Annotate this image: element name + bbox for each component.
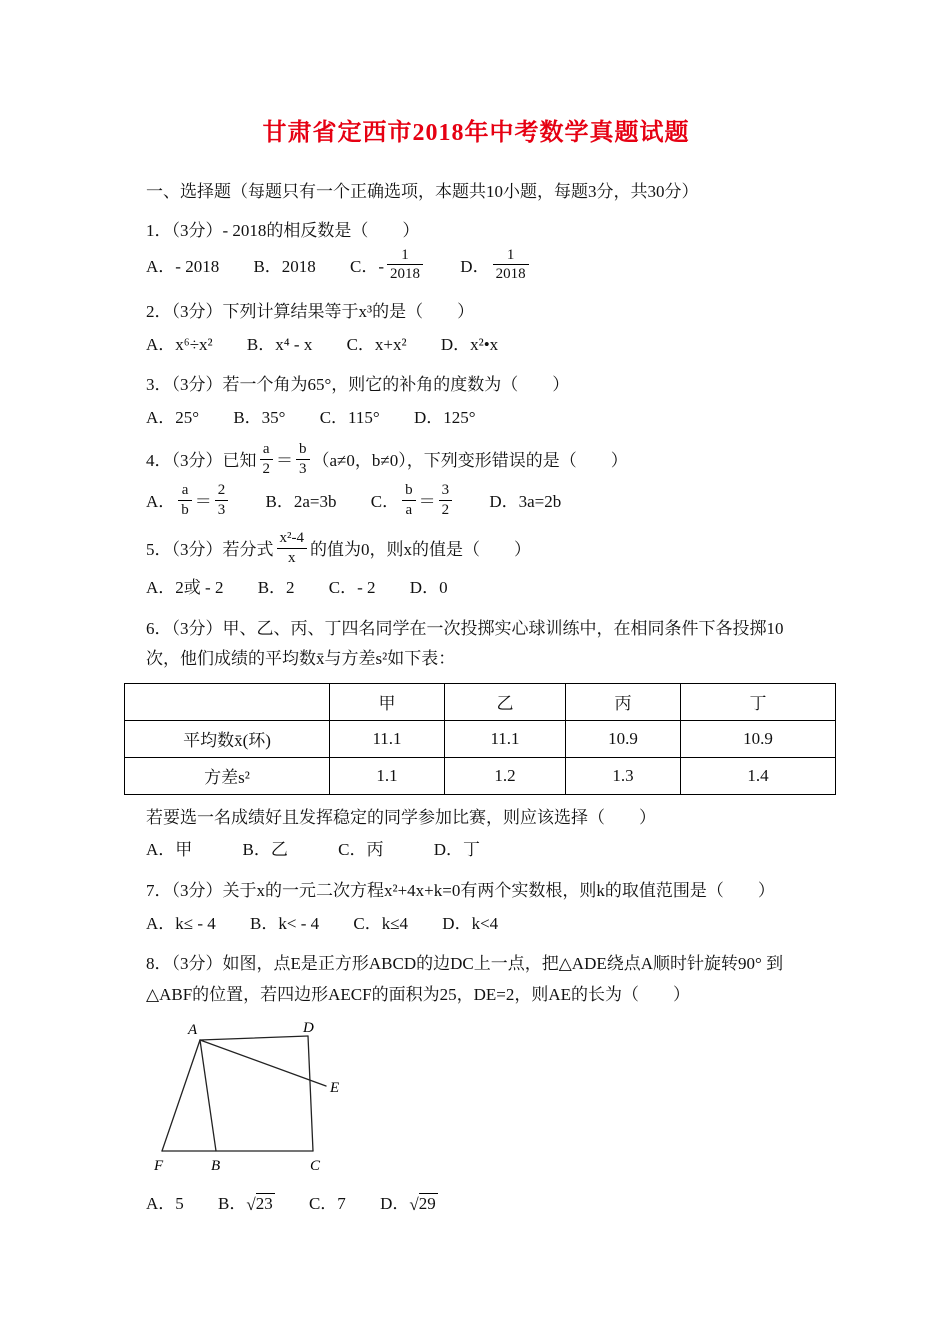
q8-option-d-prefix: D． [380,1194,410,1214]
q4-option-a [146,481,231,518]
fraction [178,481,192,520]
table-cell: 1.1 [330,757,445,794]
label-C: C [310,1158,321,1175]
edge-AB [200,1040,216,1151]
radical-sign: √ [409,1195,419,1215]
fraction [260,440,274,479]
square-rotation-diagram [148,1020,363,1180]
q3-option-a: A．25° [146,407,200,427]
equals-sign: ＝ [276,451,293,471]
q6-stem-line3: 若要选一名成绩好且发挥稳定的同学参加比赛，则应该选择（ ） [146,807,656,827]
q2-option-a: A．x⁶÷x² [146,334,213,354]
table-row-mean [125,720,836,757]
q5-stem [146,532,842,571]
q4-stem [146,443,842,482]
section-header: 一、选择题（每题只有一个正确选项，本题共10小题，每题3分，共30分） [146,182,699,201]
q6-option-c: C．丙 [338,840,384,860]
square-root [409,1189,437,1220]
fraction-numerator: 1 [387,246,423,266]
q4-stem-prefix: 4．（3分）已知 [146,451,257,471]
q5-options [146,573,842,604]
table-header-yi: 乙 [445,683,566,720]
q4-stem-suffix: （a≠0，b≠0），下列变形错误的是（ ） [312,451,628,471]
question-4 [146,443,842,522]
q6-stem-line1: 6．（3分）甲、乙、丙、丁四名同学在一次投掷实心球训练中，在相同条件下各投掷10 [146,618,784,638]
q5-option-b: B．2 [257,577,295,597]
table-cell: 1.2 [445,757,566,794]
q4-option-c [370,481,455,518]
q1-option-b: B．2018 [253,256,316,276]
q7-option-a: A．k≤ - 4 [146,913,216,933]
square-root [246,1189,274,1220]
q3-options [146,403,842,434]
q7-stem: 7．（3分）关于x的一元二次方程x²+4x+k=0有两个实数根，则k的取值范围是（ ） [146,880,775,900]
q3-option-b: B．35° [233,407,286,427]
question-5 [146,532,842,603]
fraction [402,481,416,520]
fraction-denominator: b [181,501,189,518]
q3-option-d: D．125° [413,407,476,427]
fraction [493,246,529,285]
q2-stem: 2．（3分）下列计算结果等于x³的是（ ） [146,302,475,322]
question-2 [146,297,842,360]
equals-sign: ＝ [194,492,212,512]
label-F: F [154,1158,164,1175]
edge-AD [200,1036,308,1040]
fraction-denominator: 2018 [390,266,421,283]
label-A: A [188,1022,198,1039]
q8-option-b-prefix: B． [218,1194,247,1214]
fraction-numerator: a [260,440,274,460]
question-8 [146,949,842,1220]
q7-option-d: D．k<4 [442,913,499,933]
fraction-denominator: 2 [262,461,270,478]
q1-option-d [460,246,531,283]
q6-stem-line2: 次，他们成绩的平均数x̄与方差s²如下表： [146,649,456,669]
fraction-denominator: 3 [299,461,307,478]
fraction-numerator: 2 [215,481,229,501]
q6-option-d: D．丁 [433,840,480,860]
q5-stem-prefix: 5．（3分）若分式 [146,540,274,560]
page-title: 甘肃省定西市2018年中考数学真题试题 [262,120,690,146]
q1-option-d-prefix: D． [460,256,490,276]
q3-stem: 3．（3分）若一个角为65°，则它的补角的度数为（ ） [146,375,570,395]
fraction-numerator: x²-4 [277,529,308,549]
q1-stem: 1．（3分）- 2018的相反数是（ ） [146,221,420,240]
q2-options [146,330,842,361]
fraction [387,246,423,285]
q5-option-d: D．0 [409,577,448,597]
table-row-variance [125,757,836,794]
table-cell: 10.9 [681,720,836,757]
q1-option-c-prefix: C．- [350,256,385,276]
table-cell: 1.3 [566,757,681,794]
row-label-variance: 方差s² [125,757,330,794]
q5-option-c: C．- 2 [328,577,376,597]
radicand: 23 [255,1194,273,1214]
fraction-numerator: 1 [493,246,529,266]
q2-option-d: D．x²•x [440,334,499,354]
q5-option-a: A．2或 - 2 [146,577,224,597]
question-6 [146,614,842,866]
q2-option-b: B．x⁴ - x [246,334,313,354]
edge-DC [308,1036,313,1151]
q7-options [146,909,842,940]
fraction [296,440,310,479]
table-cell: 10.9 [566,720,681,757]
radical-sign: √ [246,1195,256,1215]
q8-stem-line1: 8．（3分）如图，点E是正方形ABCD的边DC上一点，把△ADE绕点A顺时针旋转90° 到 [146,954,784,974]
fraction-denominator: a [405,501,413,518]
q6-option-b: B．乙 [242,840,288,860]
q8-option-a: A．5 [146,1194,184,1214]
q1-options [146,246,842,288]
label-D: D [303,1020,314,1037]
fraction [277,529,308,568]
segment-AE [200,1040,326,1086]
q7-option-c: C．k≤4 [353,913,409,933]
fraction-denominator: 2018 [495,266,526,283]
q3-option-c: C．115° [319,407,380,427]
fraction-denominator: x [288,550,296,567]
fraction-numerator: a [178,481,192,501]
question-3 [146,370,842,433]
table-header-ding: 丁 [681,683,836,720]
equals-sign: ＝ [418,492,436,512]
q1-option-c [350,246,426,283]
q4-option-c-prefix: C． [370,492,400,512]
q1-option-a: A．- 2018 [146,256,220,276]
q6-option-a: A．甲 [146,840,193,860]
q8-option-d [380,1194,438,1213]
label-B: B [211,1158,221,1175]
table-cell: 11.1 [330,720,445,757]
question-1 [146,216,842,287]
label-E: E [330,1080,340,1097]
q4-option-d: D．3a=2b [489,492,562,512]
q7-option-b: B．k< - 4 [250,913,320,933]
radicand: 29 [418,1194,436,1214]
fraction [439,481,453,520]
table-header-jia: 甲 [330,683,445,720]
q8-option-c: C．7 [308,1194,346,1214]
question-7 [146,876,842,939]
table-header-empty [125,683,330,720]
fraction-numerator: b [296,440,310,460]
row-label-mean: 平均数x̄(环) [125,720,330,757]
fraction [215,481,229,520]
q4-option-a-prefix: A． [146,492,176,512]
q4-option-b: B．2a=3b [265,492,337,512]
segment-AF [162,1040,200,1151]
q8-stem-line2: △ABF的位置，若四边形AECF的面积为25，DE=2，则AE的长为（ ） [146,984,691,1004]
table-cell: 1.4 [681,757,836,794]
q6-options [146,835,842,866]
fraction-numerator: 3 [439,481,453,501]
q8-options [146,1189,842,1220]
fraction-denominator: 3 [217,501,226,518]
q2-option-c: C．x+x² [346,334,407,354]
q8-figure [148,1020,842,1185]
stats-table [124,683,836,795]
fraction-numerator: b [402,481,416,501]
q8-option-b [218,1194,275,1213]
fraction-denominator: 2 [441,501,450,518]
table-header-bing: 丙 [566,683,681,720]
table-header-row [125,683,836,720]
q5-stem-suffix: 的值为0，则x的值是（ ） [310,540,531,560]
q4-options [146,481,842,523]
table-cell: 11.1 [445,720,566,757]
